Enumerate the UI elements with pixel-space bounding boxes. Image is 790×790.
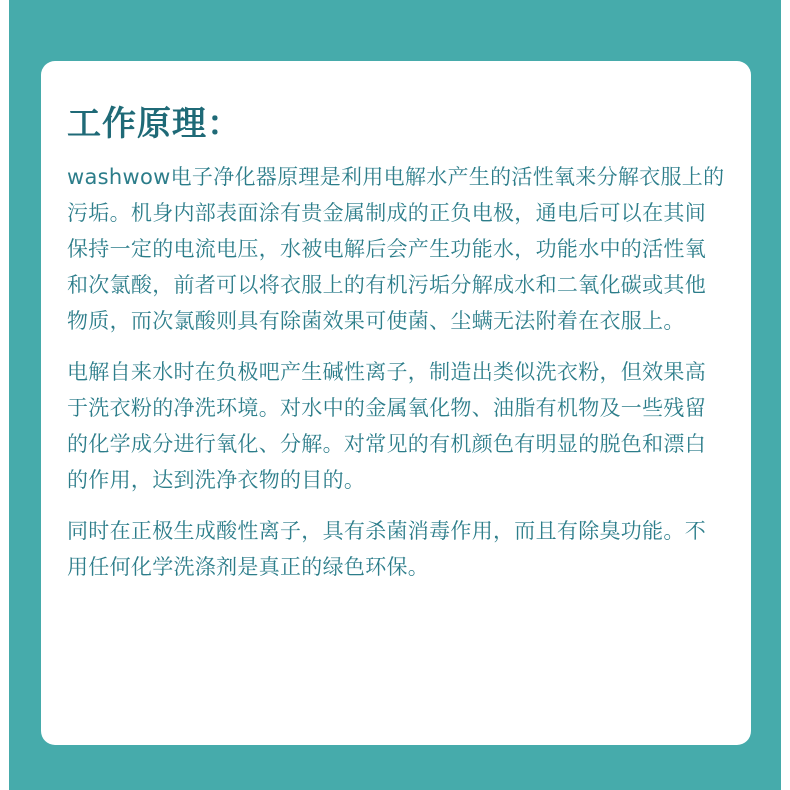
section-title: 工作原理： [67, 104, 242, 144]
paragraph-positive-electrode: 同时在正极生成酸性离子，具有杀菌消毒作用，而且有除臭功能。不用任何化学洗涤剂是真正的绿色环保。 [67, 519, 706, 579]
paragraph-negative-electrode: 电解自来水时在负极吧产生碱性离子，制造出类似洗衣粉，但效果高于洗衣粉的净洗环境。对水中的金属氧化物、油脂有机物及一些残留的化学成分进行氧化、分解。对常见的有机颜色有明显的脱色和漂白的作用，达到洗净衣物的目的。 [67, 360, 706, 492]
paragraph-principle: washwow电子净化器原理是利用电解水产生的活性氧来分解衣服上的污垢。机身内部表面涂有贵金属制成的正负电极，通电后可以在其间保持一定的电流电压，水被电解后会产生功能水，功能水中的活性氧和次氯酸，前者可以将衣服上的有机污垢分解成水和二氧化碳或其他物质，而次氯酸则具有除菌效果可使菌、尘螨无法附着在衣服上。 [67, 165, 725, 333]
content-card [41, 61, 751, 745]
